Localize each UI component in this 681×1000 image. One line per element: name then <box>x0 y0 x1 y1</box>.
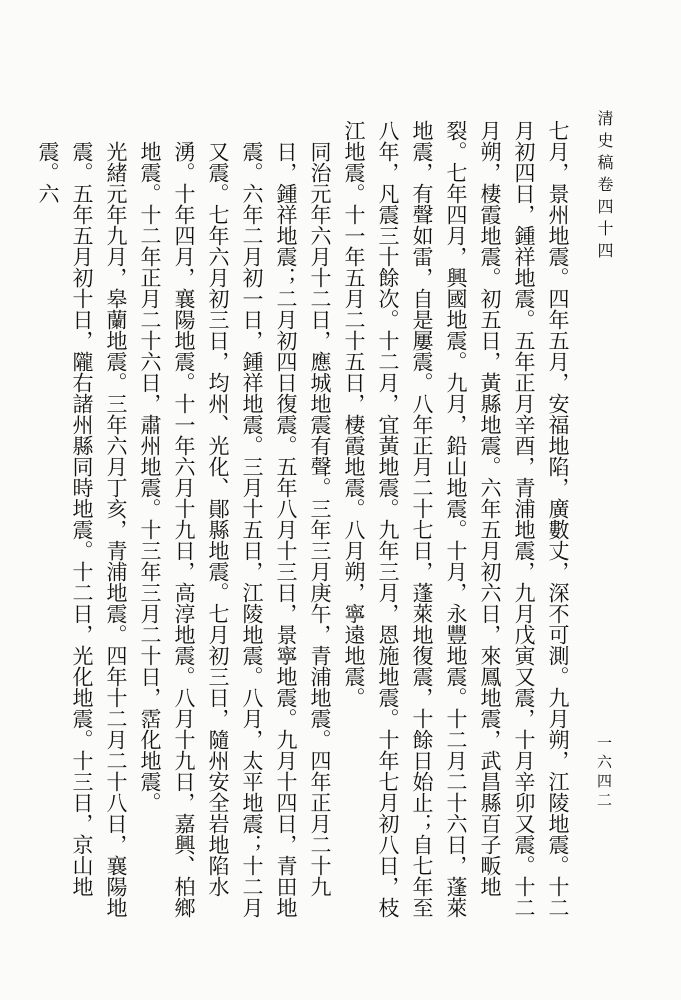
paragraph-3: 光緒元年九月，皋蘭地震。三年六月丁亥，青浦地震。四年十二月二十八日，襄陽地震。五年五月初十日，隴右諸州縣同時地震。十二日，光化地震。十三日，京山地震。六 <box>36 141 128 918</box>
paragraph-1: 七月，景州地震。四年五月，安福地陷，廣數丈，深不可測。九月朔，江陵地震。十二月初四日，鍾祥地震。五年正月辛酉，青浦地震，九月戊寅又震，十月辛卯又震。十二月朔，棲霞地震。初五日，黃縣地震。六年五月初六日，來鳳地震，武昌縣百子畈地裂。七年四月，興國地震。九月，鉛山地震。十月，永豐地震。十二月二十六日，蓬萊地震，有聲如雷，自是屢震。八年正月二十七日，蓬萊地復震，十餘日始止；自七年至八年，凡震三十餘次。十二月，宜黃地震。九年三月，恩施地震。十年七月初八日，枝江地震。十一年五月二十五日，棲霞地震。八月朔，寧遠地震。 <box>342 120 570 918</box>
page-number: 一六四二 <box>595 735 613 811</box>
body-text <box>36 120 575 920</box>
running-head: 清史稿卷四十四 <box>595 110 614 264</box>
paragraph-2: 同治元年六月十二日，應城地震有聲。三年三月庚午，青浦地震。四年正月二十九日，鍾祥地震；二月初四日復震。五年八月十三日，景寧地震。九月十四日，青田地震。六年二月初一日，鍾祥地震。三月十五日，江陵地震。八月，太平地震；十二月又震。七年六月初三日，均州、光化、鄖縣地震。七月初三日，隨州安全岩地陷水湧。十年四月，襄陽地震。十一年六月十九日，高淳地震。八月十九日，嘉興、柏鄉地震。十二年正月二十六日，肅州地震。十三年三月二十日，霑化地震。 <box>138 141 332 918</box>
